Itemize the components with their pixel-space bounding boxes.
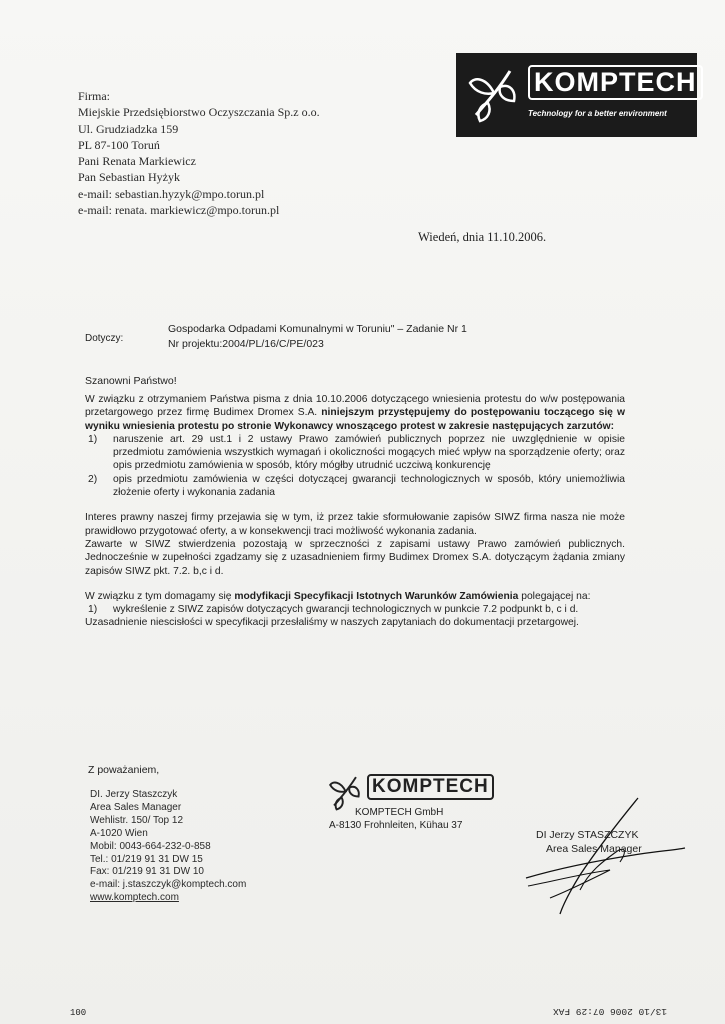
list-item [85,433,625,473]
company-stamp [329,806,463,832]
address-line: PL 87-100 Toruń [78,137,160,152]
subject-line-2: Nr projektu:2004/PL/16/C/PE/023 [168,338,324,350]
paragraph-1-colon: : [610,420,615,432]
paragraph-1-text: W związku z otrzymaniem Państwa pisma z dnia 10.10.2006 dotyczącego wniesienia protestu do w/w postępowania przetargowego przez firmę Budimex Dromex S.A. [85,394,625,419]
paragraph-4-tail: polegającej na: [518,590,591,602]
sender-line: e-mail: j.staszczyk@komptech.com [90,879,247,891]
sender-line: Tel.: 01/219 91 31 DW 15 [90,853,203,865]
address-line: Miejskie Przedsiębiorstwo Oczyszczania Sp.z o.o. [78,105,320,120]
stamp-brand: KOMPTECH [367,774,494,800]
paragraph-4 [85,590,625,603]
page-mark: 100 [70,1008,87,1018]
address-line: Pani Renata Markiewicz [78,154,196,169]
address-line: Pan Sebastian Hyżyk [78,170,180,185]
paragraph-4-text: W związku z tym domagamy się [85,590,235,602]
demands-list [85,603,625,616]
subject [168,322,467,352]
paragraph-1 [85,393,625,433]
signatory-title: Area Sales Manager [546,843,642,855]
list-item-number: 2) [88,473,98,485]
closing: Z poważaniem, [88,764,160,776]
sender-line: Area Sales Manager [90,801,182,813]
company-address: A-8130 Frohnleiten, Kühau 37 [329,820,463,831]
letter-body [85,393,625,630]
objections-list [85,433,625,499]
subject-label: Dotyczy: [85,333,124,344]
paragraph-3: Zawarte w SIWZ stwierdzenia pozostają w sprzeczności z zapisami ustawy Prawo zamówień publicznych. Jednocześnie w zupełności zgadzamy się z uzasadnieniem firmy Budimex Dromex S.A. dotyczącym żądania zmiany zapisów SIWZ pkt. 7.2. b,c i d. [85,538,625,577]
list-item-number: 1) [88,604,98,616]
sender-line: Wehlistr. 150/ Top 12 [90,814,184,826]
paragraph-4-bold: modyfikacji Specyfikacji Istotnych Warunków Zamówienia [234,590,519,602]
address-line: Firma: [78,89,110,103]
list-item-text: naruszenie art. 29 ust.1 i 2 ustawy Prawo zamówień publicznych poprzez nie uwzględnienie w opisie przedmiotu zamówienia wszystkich wymagań i okoliczności mogących mieć wpływ na sporządzenie oferty; oraz opis przedmiotu zamówienia w sposób, który mógłby utrudnić uczciwą konkurencję [113,433,625,472]
list-item [85,473,625,500]
sender-website-link[interactable]: www.komptech.com [90,892,179,904]
leaf-logo-icon [466,63,520,125]
sender-line: DI. Jerzy Staszczyk [90,789,178,800]
signature-block [536,828,642,856]
list-item-text: wykreślenie z SIWZ zapisów dotyczących gwarancji technologicznych w punkcie 7.2 podpunkt b, c i d. [113,604,579,616]
list-item [85,603,625,616]
logo-brand: KOMPTECH [528,65,703,100]
address-line: Ul. Grudziadzka 159 [78,121,179,136]
list-item-text: opis przedmiotu zamówienia w części dotyczącej gwarancji technologicznych w sposób, który uniemożliwia złożenie oferty i wykonania zadania [113,473,625,499]
sender-line: Fax: 01/219 91 31 DW 10 [90,866,204,878]
list-item-number: 1) [88,433,98,445]
signatory-name: DI Jerzy STASZCZYK [536,829,639,841]
address-line: e-mail: sebastian.hyzyk@mpo.torun.pl [78,186,265,201]
company-name: KOMPTECH GmbH [355,807,444,818]
sender-block [90,789,246,905]
sender-line: Mobil: 0043-664-232-0-858 [90,840,211,852]
subject-line-1: Gospodarka Odpadami Komunalnymi w Toruniu" – Zadanie Nr 1 [168,323,467,335]
address-line: e-mail: renata. markiewicz@mpo.torun.pl [78,203,280,218]
greeting: Szanowni Państwo! [85,375,177,387]
letter-date: Wiedeń, dnia 11.10.2006. [418,230,547,244]
sender-line: A-1020 Wien [90,827,148,839]
paragraph-5: Uzasadnienie niescisłości w specyfikacji przesłaliśmy w naszych zapytaniach do dokumentacji przetargowej. [85,617,579,629]
logo-tagline: Technology for a better environment [528,109,667,118]
recipient-address [78,88,320,218]
paragraph-2: Interes prawny naszej firmy przejawia się w tym, iż przez takie sformułowanie zapisów SIWZ firma nasza nie może prawidłowo przygotować oferty, a w konsekwencji traci możliwość wykonania zadania. [85,512,625,537]
fax-header-line: 13/10 2006 07:29 FAX [553,1006,668,1017]
paragraph-1-bold: niniejszym przystępujemy do postępowaniu toczącego się w wyniku wniesienia protestu po stronie Wykonawcy wnoszącego protest w zakresie następujących zarzutów [85,407,626,432]
komptech-header-logo [456,53,697,137]
